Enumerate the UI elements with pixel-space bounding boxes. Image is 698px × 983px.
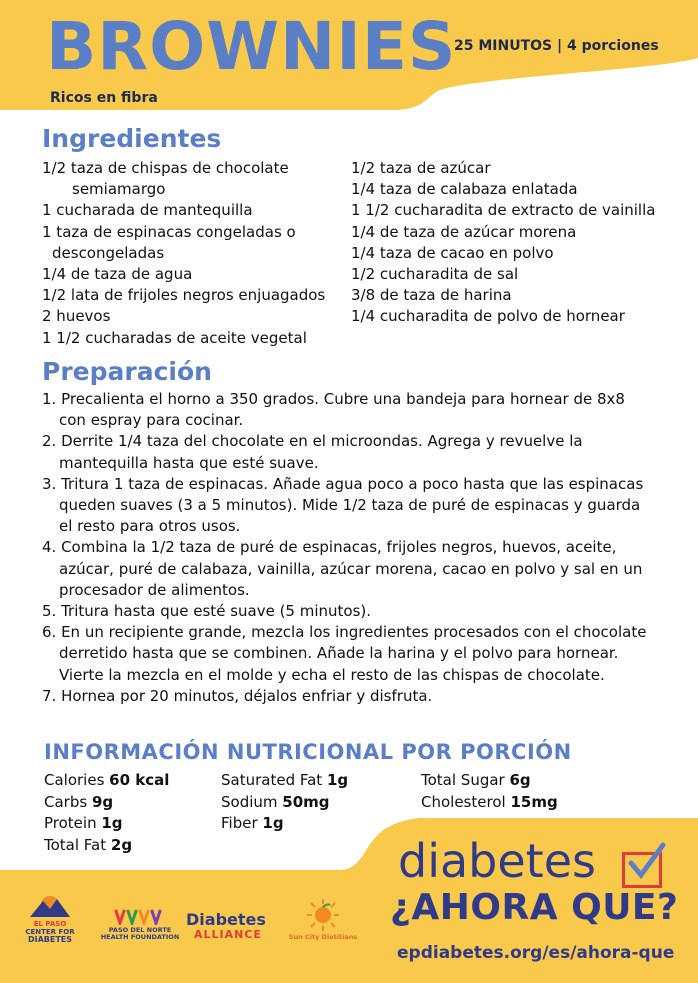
nutrition-label: Total Sugar <box>421 771 505 789</box>
nutrition-label: Fiber <box>221 814 258 832</box>
nutrition-row <box>44 792 169 814</box>
ingredient-item: 1 1/2 cucharadas de aceite vegetal <box>42 328 307 347</box>
logo-text: CENTER FOR <box>25 927 75 936</box>
logo-el-paso-center-for-diabetes <box>20 893 80 944</box>
nutrition-row <box>44 813 169 835</box>
ingredient-item: 1 taza de espinacas congeladas o <box>42 222 296 241</box>
ingredient-item: semiamargo <box>72 180 166 199</box>
nutrition-row <box>421 770 558 792</box>
logo-text: Sun City Dietitians <box>288 932 358 941</box>
step-item: 3. Tritura 1 taza de espinacas. Añade agua poco a poco hasta que las espinacas queden suaves (3 a 5 minutos). Mide 1/2 taza de puré de espinacas y guarda el resto para otros usos. <box>42 474 644 536</box>
nutrition-heading: INFORMACIÓN NUTRICIONAL POR PORCIÓN <box>44 740 572 764</box>
brand-ahora-que: ¿AHORA QUE? <box>390 887 679 928</box>
nutrition-value: 1g <box>326 771 349 789</box>
ingredient-item: 2 huevos <box>42 307 111 326</box>
ingredient-item: 1/2 taza de chispas de chocolate <box>42 159 289 177</box>
logo-paso-del-norte <box>98 905 182 940</box>
nutrition-col-3 <box>421 770 558 813</box>
mountain-sun-icon <box>28 893 72 919</box>
nutrition-value: 1g <box>262 814 284 832</box>
ingredient-item: 1 cucharada de mantequilla <box>42 201 253 220</box>
nutrition-value: 2g <box>110 835 133 854</box>
people-figures-icon <box>110 905 170 925</box>
nutrition-label: Protein <box>44 814 97 832</box>
step-item: 7. Hornea por 20 minutos, déjalos enfriar y disfruta. <box>42 686 433 705</box>
recipe-subtitle: Ricos en fibra <box>50 90 158 106</box>
ingredient-item: 1 1/2 cucharadita de extracto de vainilla <box>351 201 656 220</box>
nutrition-value: 60 kcal <box>109 771 170 789</box>
nutrition-value: 1g <box>101 814 123 832</box>
nutrition-row <box>44 770 169 792</box>
nutrition-row <box>221 770 348 792</box>
ingredient-item: 1/4 de taza de agua <box>42 265 193 284</box>
nutrition-value: 6g <box>509 771 531 789</box>
ingredient-item: 1/2 taza de azúcar <box>351 159 491 177</box>
step-item: 6. En un recipiente grande, mezcla los ingredientes procesados con el chocolate derretido hasta que se combinen. Añade la harina y el polvo para hornear. Vierte la mezcla en el molde y echa el resto de las chispas de chocolate. <box>42 623 647 684</box>
recipe-meta: 25 MINUTOS | 4 porciones <box>454 38 659 54</box>
logo-text: ALLIANCE <box>194 927 262 941</box>
nutrition-col-1 <box>44 770 169 856</box>
brand-diabetes: diabetes <box>398 834 596 888</box>
ingredient-item: 1/4 cucharadita de polvo de hornear <box>351 307 625 326</box>
step-item: 5. Tritura hasta que esté suave (5 minutos). <box>42 602 372 621</box>
nutrition-col-2 <box>221 770 348 835</box>
preparation-heading: Preparación <box>42 357 212 386</box>
nutrition-row <box>221 792 348 814</box>
nutrition-value: 9g <box>91 792 114 811</box>
logo-text: DIABETES <box>27 935 73 945</box>
nutrition-label: Sodium <box>221 792 278 811</box>
nutrition-label: Saturated Fat <box>221 771 323 789</box>
ingredient-item: 3/8 de taza de harina <box>351 286 512 305</box>
ingredient-item: 1/4 taza de cacao en polvo <box>351 243 554 262</box>
ingredient-item: descongeladas <box>52 243 165 262</box>
preparation-steps <box>42 389 654 707</box>
ingredients-right-column <box>351 158 655 328</box>
logo-diabetes-alliance <box>186 910 266 941</box>
nutrition-value: 15mg <box>510 792 558 811</box>
logo-text: Diabetes <box>186 910 266 929</box>
nutrition-row <box>421 792 558 814</box>
logo-text: EL PASO <box>33 920 67 929</box>
logo-sun-city-dietitians <box>288 898 358 941</box>
logo-text: PASO DEL NORTE <box>108 925 172 934</box>
ingredient-item: 1/2 lata de frijoles negros enjuagados <box>42 286 326 305</box>
checkbox-icon <box>622 852 662 888</box>
nutrition-row <box>44 835 169 857</box>
logo-text: HEALTH FOUNDATION <box>100 932 180 941</box>
nutrition-label: Cholesterol <box>421 792 506 811</box>
footer-url[interactable]: epdiabetes.org/es/ahora-que <box>397 943 675 963</box>
sun-icon <box>306 898 340 932</box>
nutrition-label: Calories <box>44 771 105 789</box>
ingredients-left-column <box>42 158 325 349</box>
nutrition-label: Carbs <box>44 792 88 811</box>
ingredient-item: 1/4 de taza de azúcar morena <box>351 222 577 241</box>
page-title: BROWNIES <box>46 8 457 85</box>
nutrition-label: Total Fat <box>44 835 107 854</box>
step-item: 4. Combina la 1/2 taza de puré de espinacas, frijoles negros, huevos, aceite, azúcar, puré de calabaza, vainilla, azúcar morena, cacao en polvo y sal en un procesador de alimentos. <box>42 538 643 599</box>
step-item: 2. Derrite 1/4 taza del chocolate en el microondas. Agrega y revuelve la mantequilla hasta que esté suave. <box>42 432 583 472</box>
nutrition-value: 50mg <box>282 792 330 811</box>
step-item: 1. Precalienta el horno a 350 grados. Cubre una bandeja para hornear de 8x8 con espray para cocinar. <box>42 390 625 430</box>
nutrition-row <box>221 813 348 835</box>
ingredients-heading: Ingredientes <box>42 124 222 153</box>
ingredient-item: 1/2 cucharadita de sal <box>351 265 519 284</box>
check-icon <box>623 841 667 881</box>
ingredient-item: 1/4 taza de calabaza enlatada <box>351 180 578 199</box>
